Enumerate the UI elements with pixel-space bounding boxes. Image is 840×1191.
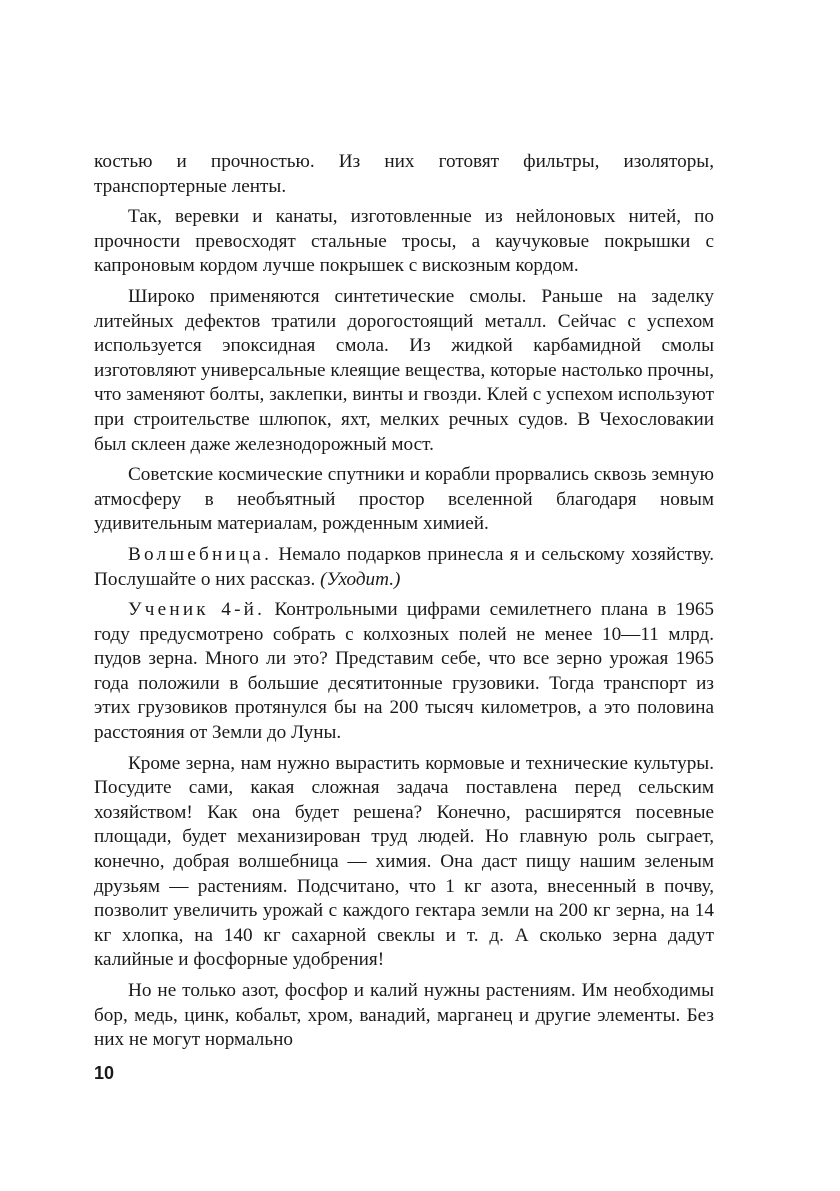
paragraph-text: костью и прочностью. Из них готовят фильтры, изоляторы, транспортерные ленты.: [94, 151, 714, 197]
speaker-name: Ученик 4-й.: [128, 599, 266, 621]
paragraph-text: Советские космические спутники и корабли прорвались сквозь земную атмосферу в необъятный простор вселенной благодаря новым удивительным материалам, рожденным химией.: [94, 464, 714, 535]
paragraph-text: Кроме зерна, нам нужно вырастить кормовые и технические культуры. Посудите сами, какая сложная задача поставлена перед сельским хозяйством! Как она будет решена? Конечно, расширятся посевные площади, будет механизирован труд людей. Но главную роль сыграет, конечно, добрая волшебница — химия. Она даст пищу нашим зеленым друзьям — растениям. Подсчитано, что 1 кг азота, внесенный в почву, позволит увеличить урожай с каждого гектара земли на 200 кг зерна, на 14 кг хлопка, на 140 кг сахарной свеклы и т. д. А сколько зерна дадут калийные и фосфорные удобрения!: [94, 752, 714, 971]
paragraph-nylon-ropes: [94, 205, 714, 279]
paragraph-sorceress-line: [94, 543, 714, 592]
page-number: 10: [94, 1063, 115, 1083]
paragraph-space-satellites: [94, 463, 714, 537]
stage-direction: (Уходит.): [320, 568, 401, 590]
paragraph-text: Так, веревки и канаты, изготовленные из нейлоновых нитей, по прочности превосходят стальные тросы, а каучуковые покрышки с капроновым кордом лучше покрышек с вискозным кордом.: [94, 206, 714, 277]
paragraph-synthetic-resins: [94, 285, 714, 457]
paragraph-crops-fertilizer: [94, 752, 714, 973]
paragraph-text: Широко применяются синтетические смолы. Раньше на заделку литейных дефектов тратили дорогостоящий металл. Сейчас с успехом используется эпоксидная смола. Из жидкой карбамидной смолы изготовляют универсальные клеящие вещества, которые настолько прочны, что заменяют болты, заклепки, винты и гвозди. Клей с успехом используют при строительстве шлюпок, яхт, мелких речных судов. В Чехословакии был склеен даже железнодорожный мост.: [94, 285, 714, 455]
paragraph-text: Но не только азот, фосфор и калий нужны растениям. Им необходимы бор, медь, цинк, кобальт, хром, ванадий, марганец и другие элементы. Без них не могут нормально: [94, 980, 714, 1051]
speaker-name: Волшебница.: [128, 543, 273, 565]
paragraph-continuation: [94, 150, 714, 199]
paragraph-microelements: [94, 979, 714, 1053]
page-body-text: [94, 150, 714, 1059]
paragraph-student-line: [94, 598, 714, 746]
paragraph-text: Контрольными цифрами семилетнего плана в 1965 году предусмотрено собрать с колхозных полей не менее 10—11 млрд. пудов зерна. Много ли это? Представим себе, что все зерно урожая 1965 года положили в большие десятитонные грузовики. Тогда транспорт из этих грузовиков протянулся бы на 200 тысяч километров, а это половина расстояния от Земли до Луны.: [94, 599, 715, 744]
paragraph-text: Немало подарков принесла я и сельскому хозяйству. Послушайте о них рассказ.: [94, 543, 714, 590]
